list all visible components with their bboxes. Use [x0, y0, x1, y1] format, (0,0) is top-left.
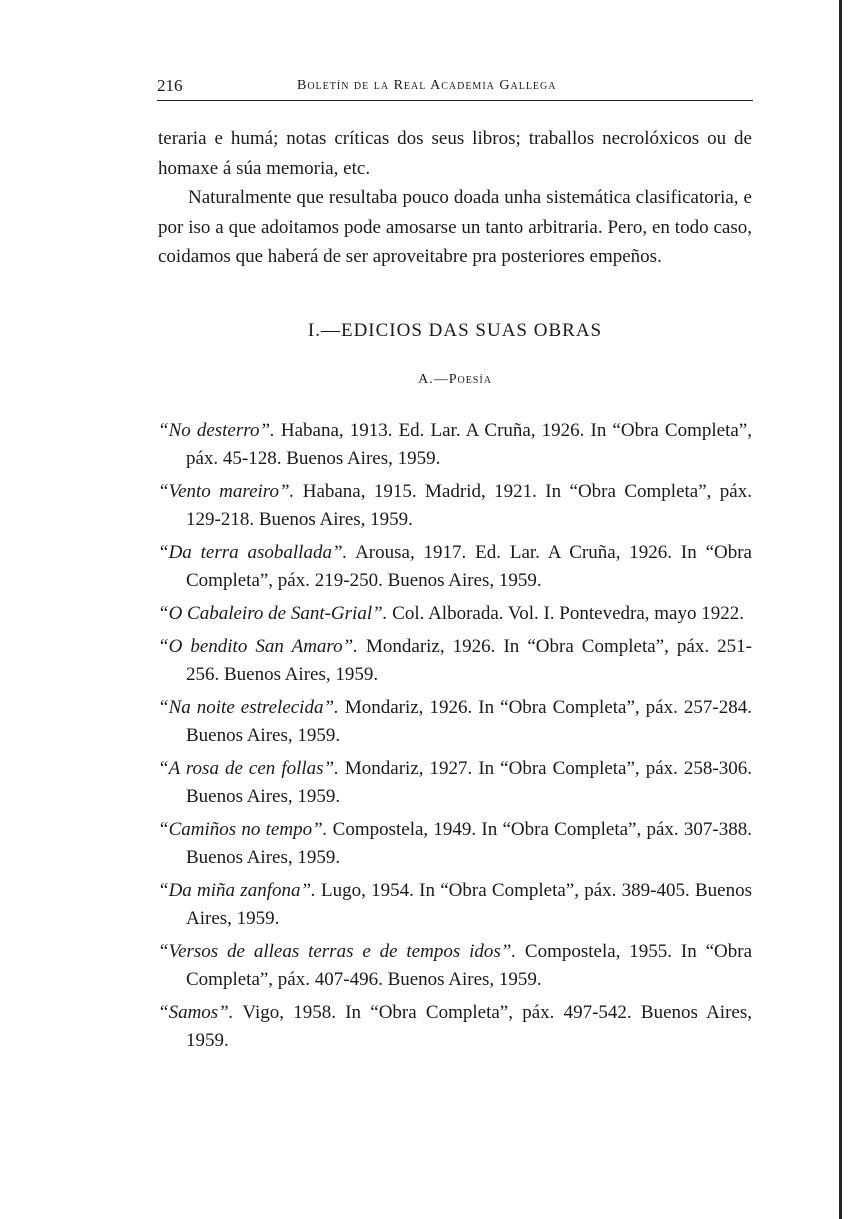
running-head — [157, 76, 753, 101]
work-title: “Na noite estrelecida”. — [158, 697, 339, 718]
work-title: “No desterro”. — [158, 420, 275, 441]
work-details: Mondariz, 1926. In “Obra Completa”, páx. 257-284. Buenos Aires, 1959. — [186, 697, 752, 746]
work-details: Compostela, 1955. In “Obra Completa”, páx. 407-496. Buenos Aires, 1959. — [186, 941, 753, 990]
work-details: Mondariz, 1926. In “Obra Completa”, páx. 251-256. Buenos Aires, 1959. — [186, 636, 752, 685]
work-details: Lugo, 1954. In “Obra Completa”, páx. 389-405. Buenos Aires, 1959. — [186, 880, 753, 929]
work-entry — [158, 478, 752, 534]
work-entry — [158, 417, 752, 473]
intro-paragraph: Naturalmente que resultaba pouco doada unha sistemática clasificatoria, e por iso a que adoitamos pode amosarse un tanto arbitraria. Pero, en todo caso, coidamos que haberá de ser aproveitabre pra posteriores empeños. — [158, 187, 752, 267]
work-entry — [158, 999, 752, 1055]
work-details: Compostela, 1949. In “Obra Completa”, páx. 307-388. Buenos Aires, 1959. — [186, 819, 752, 868]
work-entry — [158, 877, 752, 933]
works-list — [158, 417, 752, 1060]
work-title: “Da terra asoballada”. — [158, 542, 348, 563]
work-details: Vigo, 1958. In “Obra Completa”, páx. 497-542. Buenos Aires, 1959. — [186, 1002, 752, 1051]
work-title: “Versos de alleas terras e de tempos idos”. — [158, 941, 517, 962]
work-details: Col. Alborada. Vol. I. Pontevedra, mayo 1922. — [387, 603, 744, 624]
work-title: “Samos”. — [158, 1002, 234, 1023]
work-title: “A rosa de cen follas”. — [158, 758, 339, 779]
subsection-heading: A.—Poesía — [418, 372, 492, 387]
work-entry — [158, 600, 752, 628]
intro-text — [158, 124, 752, 272]
work-title: “O bendito San Amaro”. — [158, 636, 358, 657]
work-title: “Vento mareiro”. — [158, 481, 295, 502]
page-number: 216 — [157, 76, 183, 95]
work-entry — [158, 694, 752, 750]
work-entry — [158, 633, 752, 689]
work-details: Mondariz, 1927. In “Obra Completa”, páx. 258-306. Buenos Aires, 1959. — [186, 758, 752, 807]
work-entry — [158, 938, 752, 994]
work-entry — [158, 539, 752, 595]
work-entry — [158, 816, 752, 872]
work-title: “O Cabaleiro de Sant-Grial”. — [158, 603, 388, 624]
intro-paragraph: teraria e humá; notas críticas dos seus libros; traballos necrolóxicos ou de homaxe á súa memoria, etc. — [158, 128, 752, 179]
section-heading: I.—EDICIOS DAS SUAS OBRAS — [307, 320, 603, 341]
journal-title: Boletín de la Real Academia Gallega — [297, 78, 557, 93]
work-title: “Da miña zanfona”. — [158, 880, 316, 901]
work-details: Habana, 1913. Ed. Lar. A Cruña, 1926. In “Obra Completa”, páx. 45-128. Buenos Aires, 1959. — [186, 420, 752, 469]
work-title: “Camiños no tempo”. — [158, 819, 328, 840]
work-details: Arousa, 1917. Ed. Lar. A Cruña, 1926. In “Obra Completa”, páx. 219-250. Buenos Aires, 1959. — [186, 542, 752, 591]
work-entry — [158, 755, 752, 811]
page-edge-rule — [839, 0, 842, 1219]
work-details: Habana, 1915. Madrid, 1921. In “Obra Completa”, páx. 129-218. Buenos Aires, 1959. — [186, 481, 752, 530]
